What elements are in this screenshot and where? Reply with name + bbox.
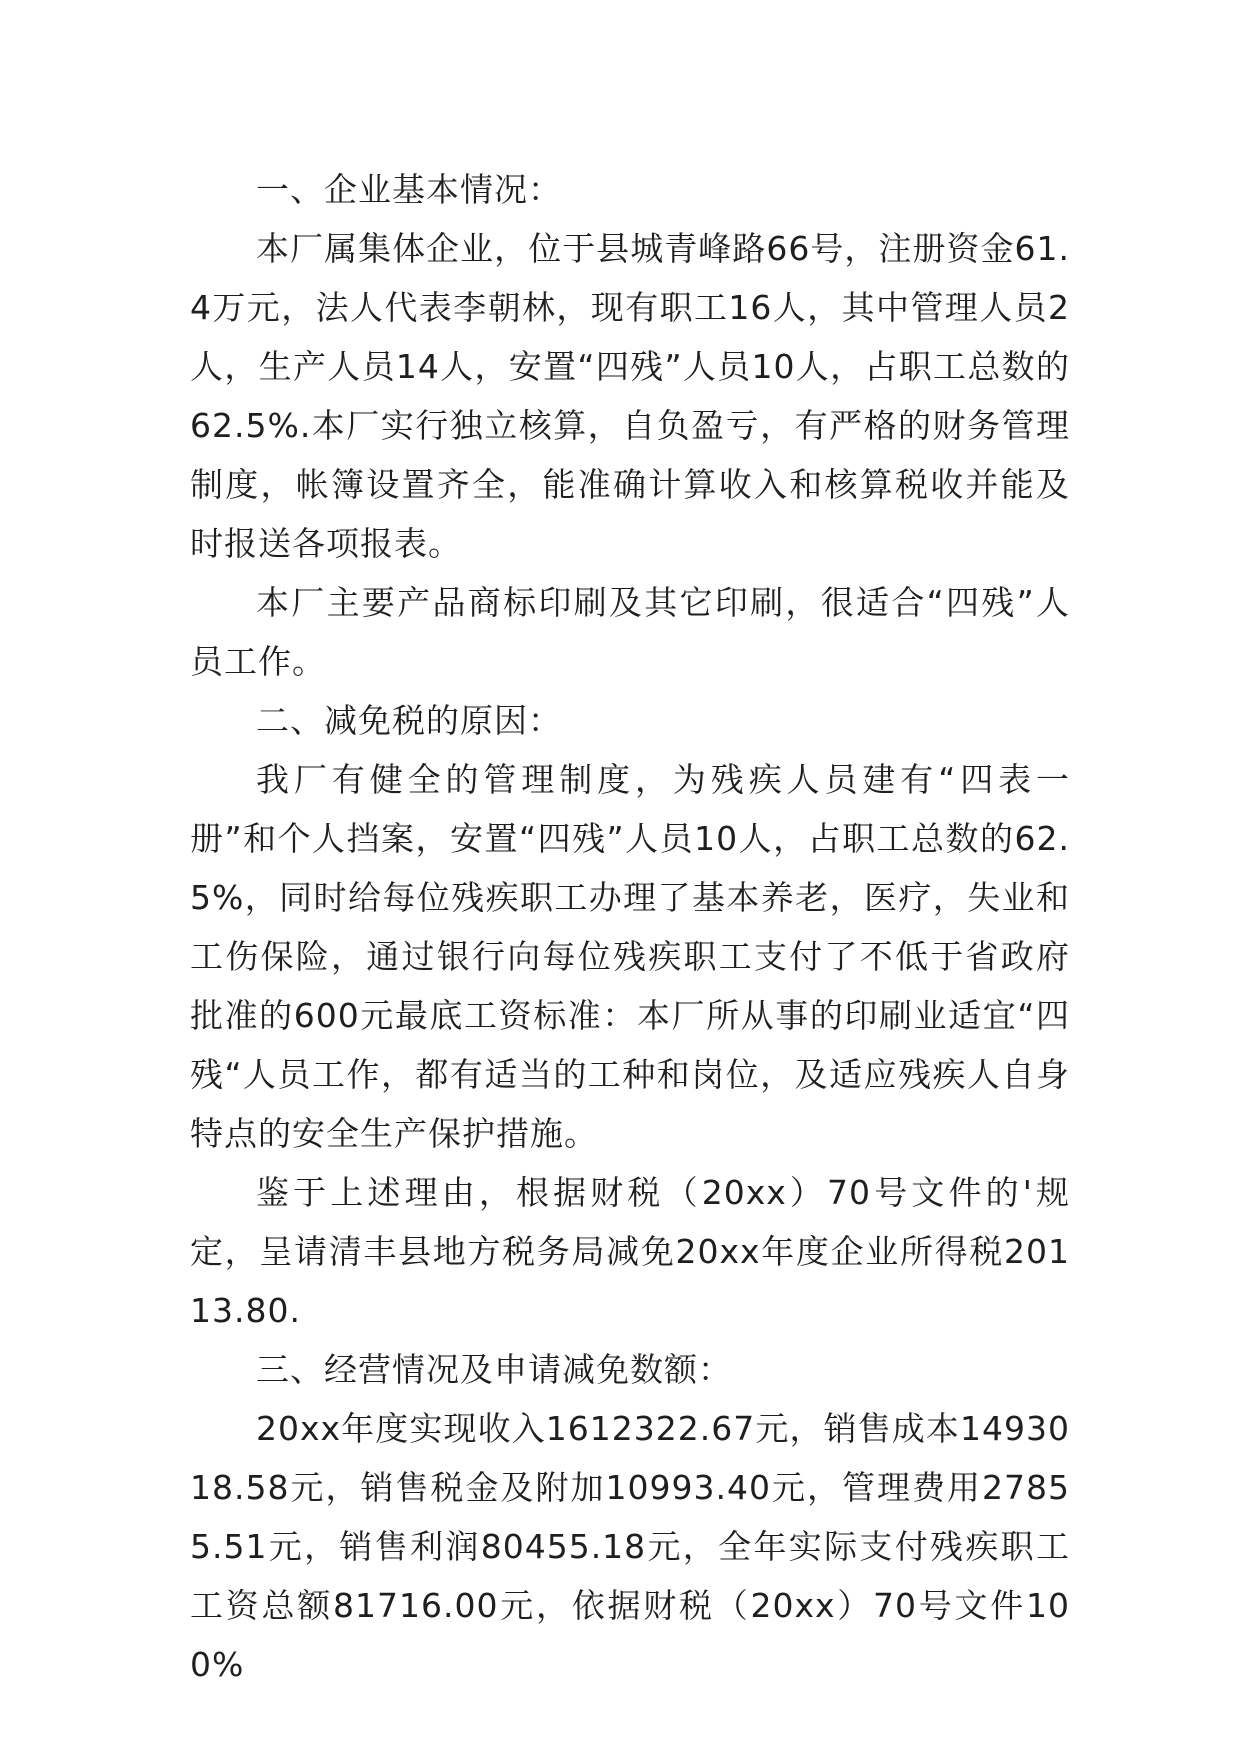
paragraph-reasons: 我厂有健全的管理制度，为残疾人员建有“四表一册”和个人挡案，安置“四残”人员10人，占职工总数的62.5%，同时给每位残疾职工办理了基本养老，医疗，失业和工伤保险，通过银行向每位残疾职工支付了不低于省政府批准的600元最底工资标准：本厂所从事的印刷业适宜“四残“人员工作，都有适当的工种和岗位，及适应残疾人自身特点的安全生产保护措施。 <box>190 760 1070 1153</box>
section-heading-operations: 三、经营情况及申请减免数额： <box>256 1350 732 1389</box>
section-heading-reasons: 二、减免税的原因： <box>256 701 562 740</box>
paragraph-products: 本厂主要产品商标印刷及其它印刷，很适合“四残”人员工作。 <box>190 583 1070 681</box>
section-heading-basic-info: 一、企业基本情况： <box>256 170 562 209</box>
document-body <box>190 160 1070 1694</box>
paragraph-request: 鉴于上述理由，根据财税（20xx）70号文件的'规定，呈请清丰县地方税务局减免20xx年度企业所得税20113.80. <box>190 1173 1070 1330</box>
paragraph-operations: 20xx年度实现收入1612322.67元，销售成本1493018.58元，销售税金及附加10993.40元，管理费用27855.51元，销售利润80455.18元，全年实际支付残疾职工工资总额81716.00元，依据财税（20xx）70号文件100% <box>190 1409 1070 1684</box>
paragraph-basic-info: 本厂属集体企业，位于县城青峰路66号，注册资金61.4万元，法人代表李朝林，现有职工16人，其中管理人员2人，生产人员14人，安置“四残”人员10人，占职工总数的62.5%.本厂实行独立核算，自负盈亏，有严格的财务管理制度，帐簿设置齐全，能准确计算收入和核算税收并能及时报送各项报表。 <box>190 229 1070 563</box>
